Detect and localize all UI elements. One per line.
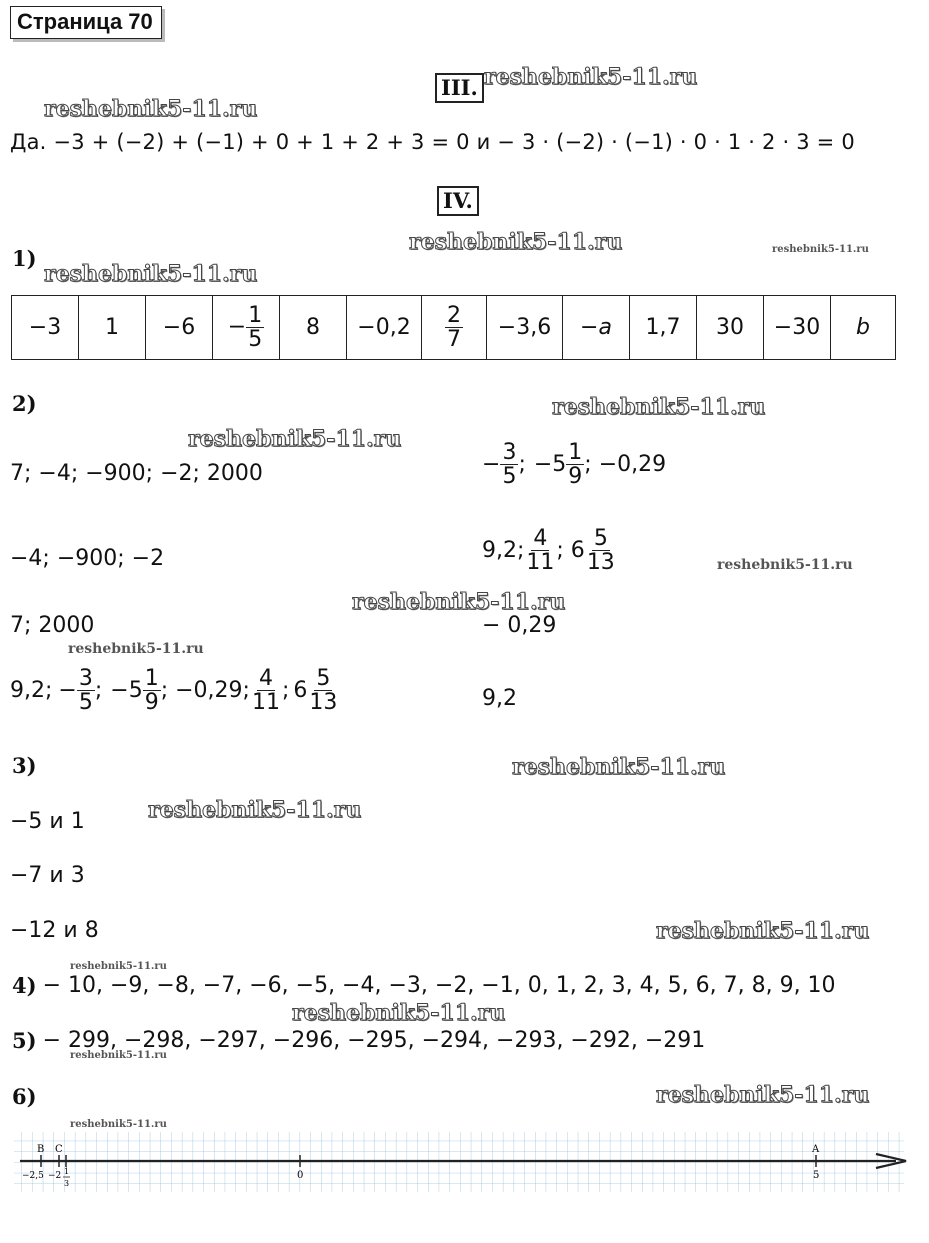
watermark: reshebnik5-11.ru xyxy=(409,229,623,255)
watermark: reshebnik5-11.ru xyxy=(44,261,258,287)
fraction-denominator: 11 xyxy=(526,550,555,576)
fraction-sign: − xyxy=(58,678,77,704)
table-cell xyxy=(213,296,280,360)
fraction-numerator: 5 xyxy=(316,666,331,691)
fraction xyxy=(566,441,584,488)
section-3-text: Да. −3 + (−2) + (−1) + 0 + 1 + 2 + 3 = 0 и − 3 · (−2) · (−1) · 0 · 1 · 2 · 3 = 0 xyxy=(10,130,855,154)
fraction-denominator: 13 xyxy=(586,550,615,576)
page-label: Страница 70 xyxy=(10,6,162,39)
fraction-sign: − xyxy=(482,452,501,478)
fraction-numerator: 4 xyxy=(258,666,273,691)
task-5-line xyxy=(12,1028,705,1053)
fraction-numerator: 1 xyxy=(248,302,263,328)
mixed-number xyxy=(293,667,339,714)
watermark-small: reshebnik5-11.ru xyxy=(68,641,204,657)
watermark-small: reshebnik5-11.ru xyxy=(70,961,167,972)
table-cell: b xyxy=(831,296,896,360)
fraction-denominator: 5 xyxy=(248,327,263,352)
watermark: reshebnik5-11.ru xyxy=(656,918,870,944)
task-2-left-row-4 xyxy=(10,667,339,714)
expr-part: ; −0,29; xyxy=(160,678,250,704)
mixed-whole: −5 xyxy=(110,678,143,704)
table-cell: −30 xyxy=(764,296,831,360)
task-4-text: − 10, −9, −8, −7, −6, −5, −4, −3, −2, −1, 0, 1, 2, 3, 4, 5, 6, 7, 8, 9, 10 xyxy=(42,973,836,998)
expr-part: ; 6 xyxy=(556,538,585,564)
task-6-label: 6) xyxy=(12,1084,37,1109)
expr-part: 9,2; xyxy=(10,678,53,704)
watermark-small: reshebnik5-11.ru xyxy=(717,557,853,573)
fraction-numerator: 2 xyxy=(447,302,461,328)
watermark: reshebnik5-11.ru xyxy=(656,1082,870,1108)
tick-label: 5 xyxy=(813,1170,820,1181)
watermark: reshebnik5-11.ru xyxy=(512,754,726,780)
task-2-right-row-2 xyxy=(482,527,617,574)
tick-label: −2 xyxy=(48,1171,62,1181)
fraction xyxy=(250,667,282,714)
section-4-title: IV. xyxy=(437,186,479,216)
task-4-label: 4) xyxy=(12,973,37,998)
fraction xyxy=(500,441,518,488)
tick-label: −2,5 xyxy=(22,1171,44,1181)
point-label-C: C xyxy=(55,1144,63,1155)
table-cell: −3,6 xyxy=(487,296,563,360)
mixed-whole: 6 xyxy=(293,678,308,704)
fraction xyxy=(77,667,95,714)
tick-label: 1 xyxy=(64,1167,70,1176)
task-5-text: − 299, −298, −297, −296, −295, −294, −293, −292, −291 xyxy=(42,1028,706,1053)
table-cell: 8 xyxy=(280,296,347,360)
numbers-table xyxy=(11,295,896,360)
task-2-left-row-3: 7; 2000 xyxy=(10,613,95,638)
fraction-sign: − xyxy=(227,314,247,340)
task-4-line xyxy=(12,973,836,998)
number-line xyxy=(0,1130,929,1200)
watermark: reshebnik5-11.ru xyxy=(148,797,362,823)
fraction xyxy=(585,527,617,574)
point-label-B: B xyxy=(37,1144,45,1155)
fraction-numerator: 3 xyxy=(502,440,517,465)
task-3-row: −12 и 8 xyxy=(10,918,99,943)
fraction-denominator: 7 xyxy=(447,327,461,352)
fraction xyxy=(143,667,161,714)
task-3-row: −7 и 3 xyxy=(10,863,85,888)
fraction-denominator: 5 xyxy=(502,464,517,490)
fraction-denominator: 9 xyxy=(144,690,159,716)
fraction xyxy=(524,527,556,574)
fraction-numerator: 1 xyxy=(568,440,583,465)
mixed-number xyxy=(534,441,584,488)
task-2-right-row-4: 9,2 xyxy=(482,686,517,711)
fraction xyxy=(246,304,264,351)
table-cell: −3 xyxy=(12,296,79,360)
section-3-title: III. xyxy=(435,73,484,103)
task-2-left-row-1: 7; −4; −900; −2; 2000 xyxy=(10,461,263,486)
task-2-right-row-1 xyxy=(482,441,666,488)
watermark: reshebnik5-11.ru xyxy=(552,394,766,420)
watermark: reshebnik5-11.ru xyxy=(484,64,698,90)
fraction-numerator: 1 xyxy=(144,666,159,691)
expr-part: ; xyxy=(518,452,526,478)
fraction-denominator: 13 xyxy=(309,690,338,716)
watermark: reshebnik5-11.ru xyxy=(188,426,402,452)
table-cell: 1 xyxy=(79,296,146,360)
point-label-A: A xyxy=(812,1144,820,1155)
watermark: reshebnik5-11.ru xyxy=(352,589,566,615)
task-3-row: −5 и 1 xyxy=(10,809,85,834)
tick-label: 3 xyxy=(64,1179,70,1188)
expr-part: ; −0,29 xyxy=(584,452,667,478)
watermark-small: reshebnik5-11.ru xyxy=(70,1119,167,1130)
watermark-small: reshebnik5-11.ru xyxy=(70,1050,167,1061)
fraction xyxy=(307,667,339,714)
mixed-whole: −5 xyxy=(533,452,567,478)
task-2-label: 2) xyxy=(12,391,37,416)
task-2-right-row-3: − 0,29 xyxy=(482,613,557,638)
expr-part: ; xyxy=(281,678,290,704)
fraction-numerator: 5 xyxy=(593,526,608,551)
fraction-denominator: 9 xyxy=(568,464,583,490)
expr-part: ; xyxy=(94,678,103,704)
tick-label: 0 xyxy=(297,1170,304,1181)
fraction xyxy=(445,304,463,351)
task-2-left-row-2: −4; −900; −2 xyxy=(10,546,165,571)
table-cell: −6 xyxy=(146,296,213,360)
task-3-label: 3) xyxy=(12,753,37,778)
fraction-denominator: 5 xyxy=(78,690,93,716)
task-1-label: 1) xyxy=(12,246,37,271)
expr-part: 9,2; xyxy=(482,538,525,564)
fraction-numerator: 4 xyxy=(533,526,548,551)
table-cell: −a xyxy=(563,296,630,360)
mixed-number xyxy=(110,667,160,714)
table-cell: −0,2 xyxy=(347,296,422,360)
watermark: reshebnik5-11.ru xyxy=(44,96,258,122)
fraction-denominator: 11 xyxy=(251,690,280,716)
table-cell: 30 xyxy=(697,296,764,360)
watermark-small: reshebnik5-11.ru xyxy=(772,244,869,255)
watermark: reshebnik5-11.ru xyxy=(292,1000,506,1026)
table-cell: 1,7 xyxy=(630,296,697,360)
table-cell xyxy=(422,296,487,360)
fraction-numerator: 3 xyxy=(78,666,93,691)
task-5-label: 5) xyxy=(12,1028,37,1053)
